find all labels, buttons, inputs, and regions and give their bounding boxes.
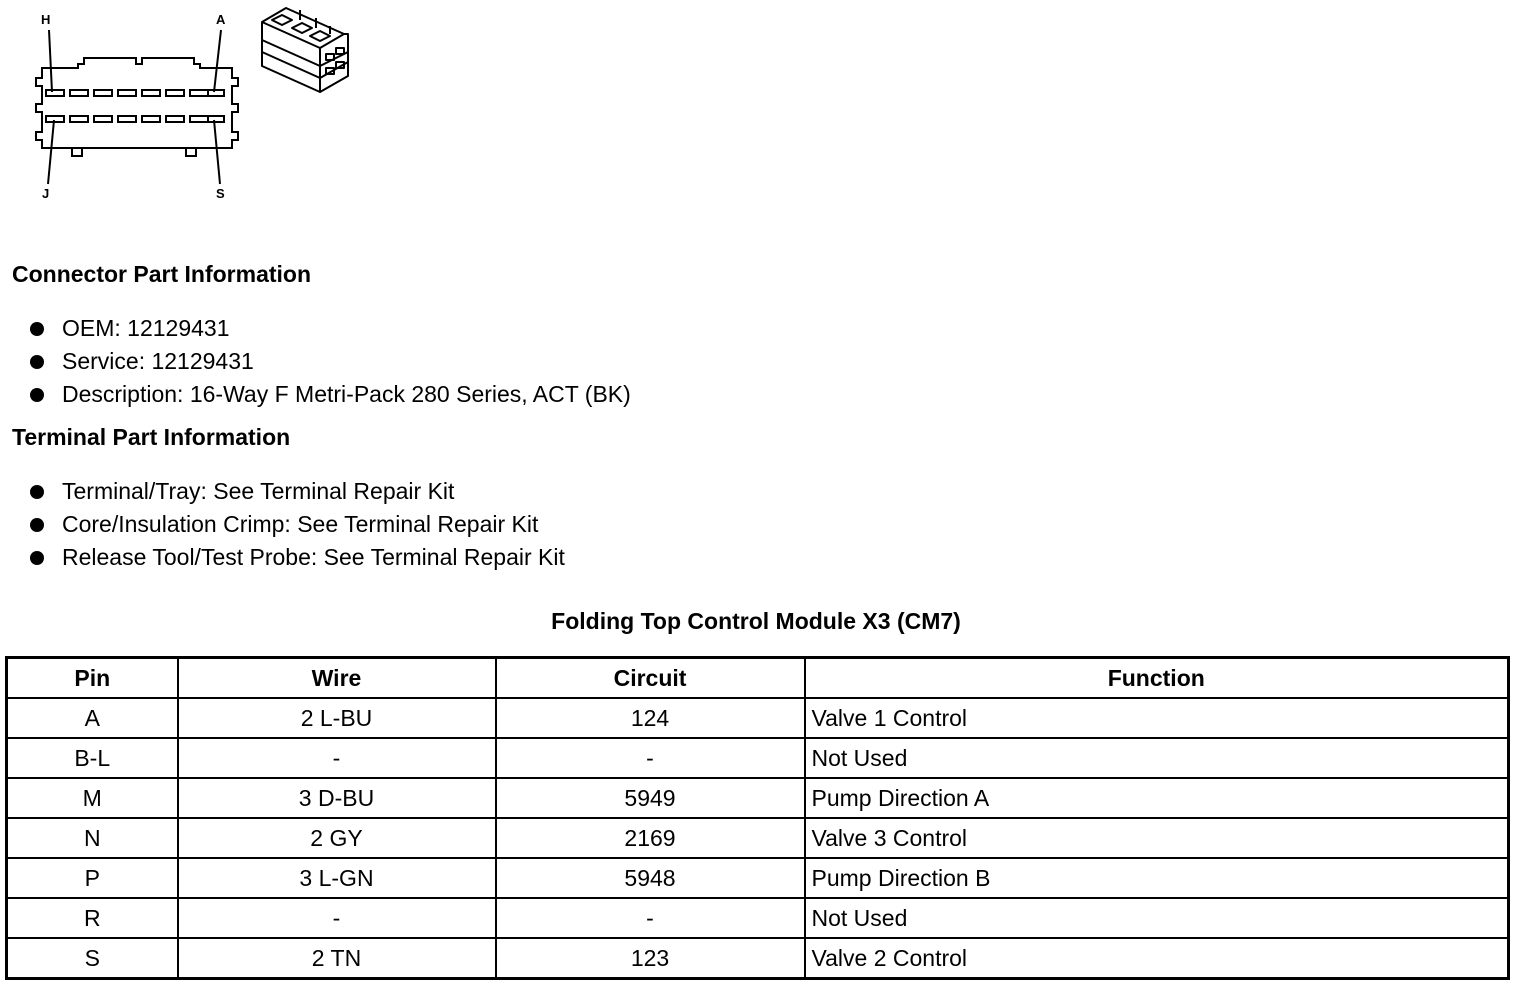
cell-pin: M (7, 778, 178, 818)
cell-wire: 3 L-GN (178, 858, 496, 898)
cell-circuit: 124 (496, 698, 805, 738)
table-row (7, 898, 1509, 938)
cell-function: Not Used (805, 738, 1509, 778)
cell-pin: A (7, 698, 178, 738)
table-row (7, 698, 1509, 738)
connector-diagram (0, 0, 380, 210)
table-header-row (7, 658, 1509, 699)
cell-pin: S (7, 938, 178, 979)
bullet-icon (30, 485, 44, 499)
cell-circuit: 123 (496, 938, 805, 979)
bullet-icon (30, 551, 44, 565)
cell-pin: P (7, 858, 178, 898)
table-row (7, 738, 1509, 778)
cell-pin: N (7, 818, 178, 858)
list-item (28, 541, 565, 574)
description-info: Description: 16-Way F Metri-Pack 280 Series, ACT (BK) (62, 381, 631, 407)
cell-circuit: 5948 (496, 858, 805, 898)
cell-pin: R (7, 898, 178, 938)
table-row (7, 818, 1509, 858)
bullet-icon (30, 388, 44, 402)
oem-info: OEM: 12129431 (62, 315, 230, 341)
header-pin: Pin (7, 658, 178, 699)
cell-circuit: 5949 (496, 778, 805, 818)
pin-label-a: A (216, 12, 226, 27)
cell-wire: 2 TN (178, 938, 496, 979)
terminal-tray-info: Terminal/Tray: See Terminal Repair Kit (62, 478, 455, 504)
release-tool-info: Release Tool/Test Probe: See Terminal Repair Kit (62, 544, 565, 570)
cell-function: Valve 1 Control (805, 698, 1509, 738)
connector-part-info-heading: Connector Part Information (12, 261, 312, 287)
cell-circuit: - (496, 898, 805, 938)
terminal-part-info-heading: Terminal Part Information (12, 424, 291, 450)
bullet-icon (30, 518, 44, 532)
bullet-icon (30, 355, 44, 369)
service-info: Service: 12129431 (62, 348, 254, 374)
cell-function: Pump Direction B (805, 858, 1509, 898)
table-row (7, 938, 1509, 979)
cell-wire: 2 L-BU (178, 698, 496, 738)
table-title: Folding Top Control Module X3 (CM7) (551, 608, 961, 634)
list-item (28, 475, 565, 508)
crimp-info: Core/Insulation Crimp: See Terminal Repair Kit (62, 511, 539, 537)
list-item (28, 312, 631, 345)
terminal-part-info-list (28, 475, 565, 574)
cell-wire: 3 D-BU (178, 778, 496, 818)
cell-wire: - (178, 898, 496, 938)
connector-face-view (36, 30, 238, 184)
cell-pin: B-L (7, 738, 178, 778)
pinout-table (5, 656, 1510, 980)
pin-label-h: H (41, 12, 51, 27)
cell-function: Not Used (805, 898, 1509, 938)
cell-function: Valve 3 Control (805, 818, 1509, 858)
connector-isometric-view (262, 8, 348, 92)
pin-label-s: S (216, 186, 225, 201)
cell-circuit: - (496, 738, 805, 778)
list-item (28, 508, 565, 541)
header-wire: Wire (178, 658, 496, 699)
cell-function: Valve 2 Control (805, 938, 1509, 979)
list-item (28, 378, 631, 411)
table-row (7, 778, 1509, 818)
list-item (28, 345, 631, 378)
connector-part-info-list (28, 312, 631, 411)
header-circuit: Circuit (496, 658, 805, 699)
pin-label-j: J (42, 186, 50, 201)
cell-function: Pump Direction A (805, 778, 1509, 818)
cell-circuit: 2169 (496, 818, 805, 858)
table-row (7, 858, 1509, 898)
cell-wire: 2 GY (178, 818, 496, 858)
header-function: Function (805, 658, 1509, 699)
bullet-icon (30, 322, 44, 336)
cell-wire: - (178, 738, 496, 778)
